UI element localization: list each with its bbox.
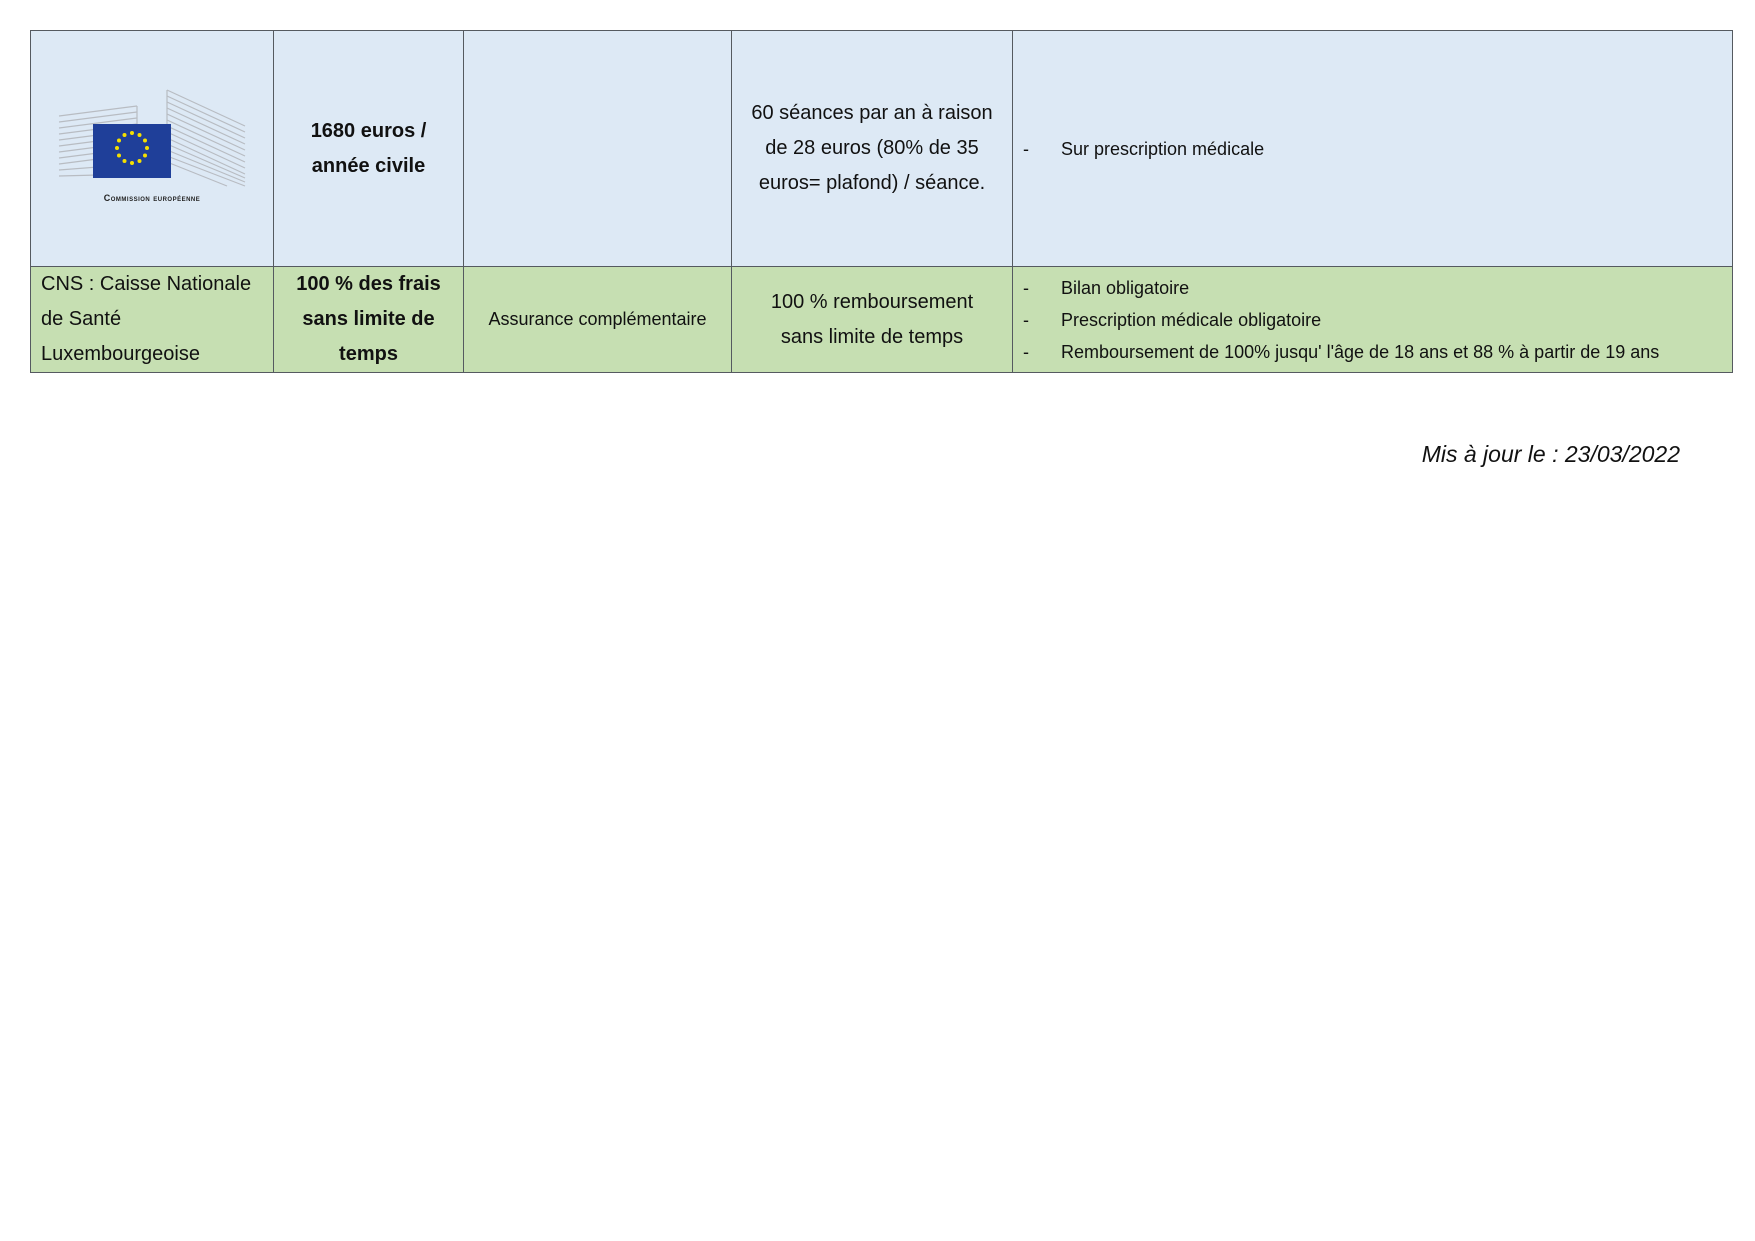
condition-text: Remboursement de 100% jusqu' l'âge de 18 ans et 88 % à partir de 19 ans xyxy=(1061,341,1660,362)
list-item xyxy=(1023,304,1722,336)
reimbursement-table xyxy=(30,30,1733,373)
list-item xyxy=(1023,133,1722,165)
dash-bullet: - xyxy=(1023,309,1029,330)
cell-conditions xyxy=(1013,267,1733,373)
condition-text: Bilan obligatoire xyxy=(1061,277,1190,298)
condition-text: Prescription médicale obligatoire xyxy=(1061,309,1322,330)
coverage-line: 60 séances par an à raison xyxy=(751,102,993,124)
coverage-line: sans limite de temps xyxy=(780,325,964,348)
organism-line: de Santé xyxy=(41,308,122,330)
ceiling-line: année civile xyxy=(311,154,426,177)
coverage-line: euros= plafond) / séance. xyxy=(758,172,986,194)
organism-line: Luxembourgeoise xyxy=(41,343,200,365)
cell-ceiling xyxy=(274,31,464,267)
cell-organism xyxy=(31,267,274,373)
list-item xyxy=(1023,336,1722,368)
table-row-commission xyxy=(31,31,1733,267)
ceiling-line: 100 % des frais xyxy=(296,273,441,295)
update-date-note: Mis à jour le : 23/03/2022 xyxy=(1421,441,1680,467)
coverage-line: 100 % remboursement xyxy=(770,290,974,313)
condition-text: Sur prescription médicale xyxy=(1061,138,1265,159)
dash-bullet: - xyxy=(1023,341,1029,362)
cell-insurance: Assurance complémentaire xyxy=(464,267,732,373)
commission-logo xyxy=(57,86,247,204)
cell-organism-logo xyxy=(31,31,274,267)
logo-caption: Commission européenne xyxy=(103,192,201,203)
dash-bullet: - xyxy=(1023,277,1029,298)
ceiling-line: temps xyxy=(339,343,398,365)
cell-ceiling xyxy=(274,267,464,373)
organism-line: CNS : Caisse Nationale xyxy=(41,273,252,295)
coverage-line: de 28 euros (80% de 35 xyxy=(765,137,979,159)
list-item xyxy=(1023,272,1722,304)
ceiling-line: sans limite de xyxy=(302,308,435,330)
ceiling-line: 1680 euros / xyxy=(310,119,427,142)
cell-coverage xyxy=(732,31,1013,267)
conditions-list xyxy=(1023,272,1722,368)
commission-building-icon xyxy=(57,86,247,190)
cell-coverage xyxy=(732,267,1013,373)
table-row-cns xyxy=(31,267,1733,373)
cell-conditions xyxy=(1013,31,1733,267)
cell-insurance xyxy=(464,31,732,267)
dash-bullet: - xyxy=(1023,138,1029,159)
conditions-list xyxy=(1023,133,1722,165)
